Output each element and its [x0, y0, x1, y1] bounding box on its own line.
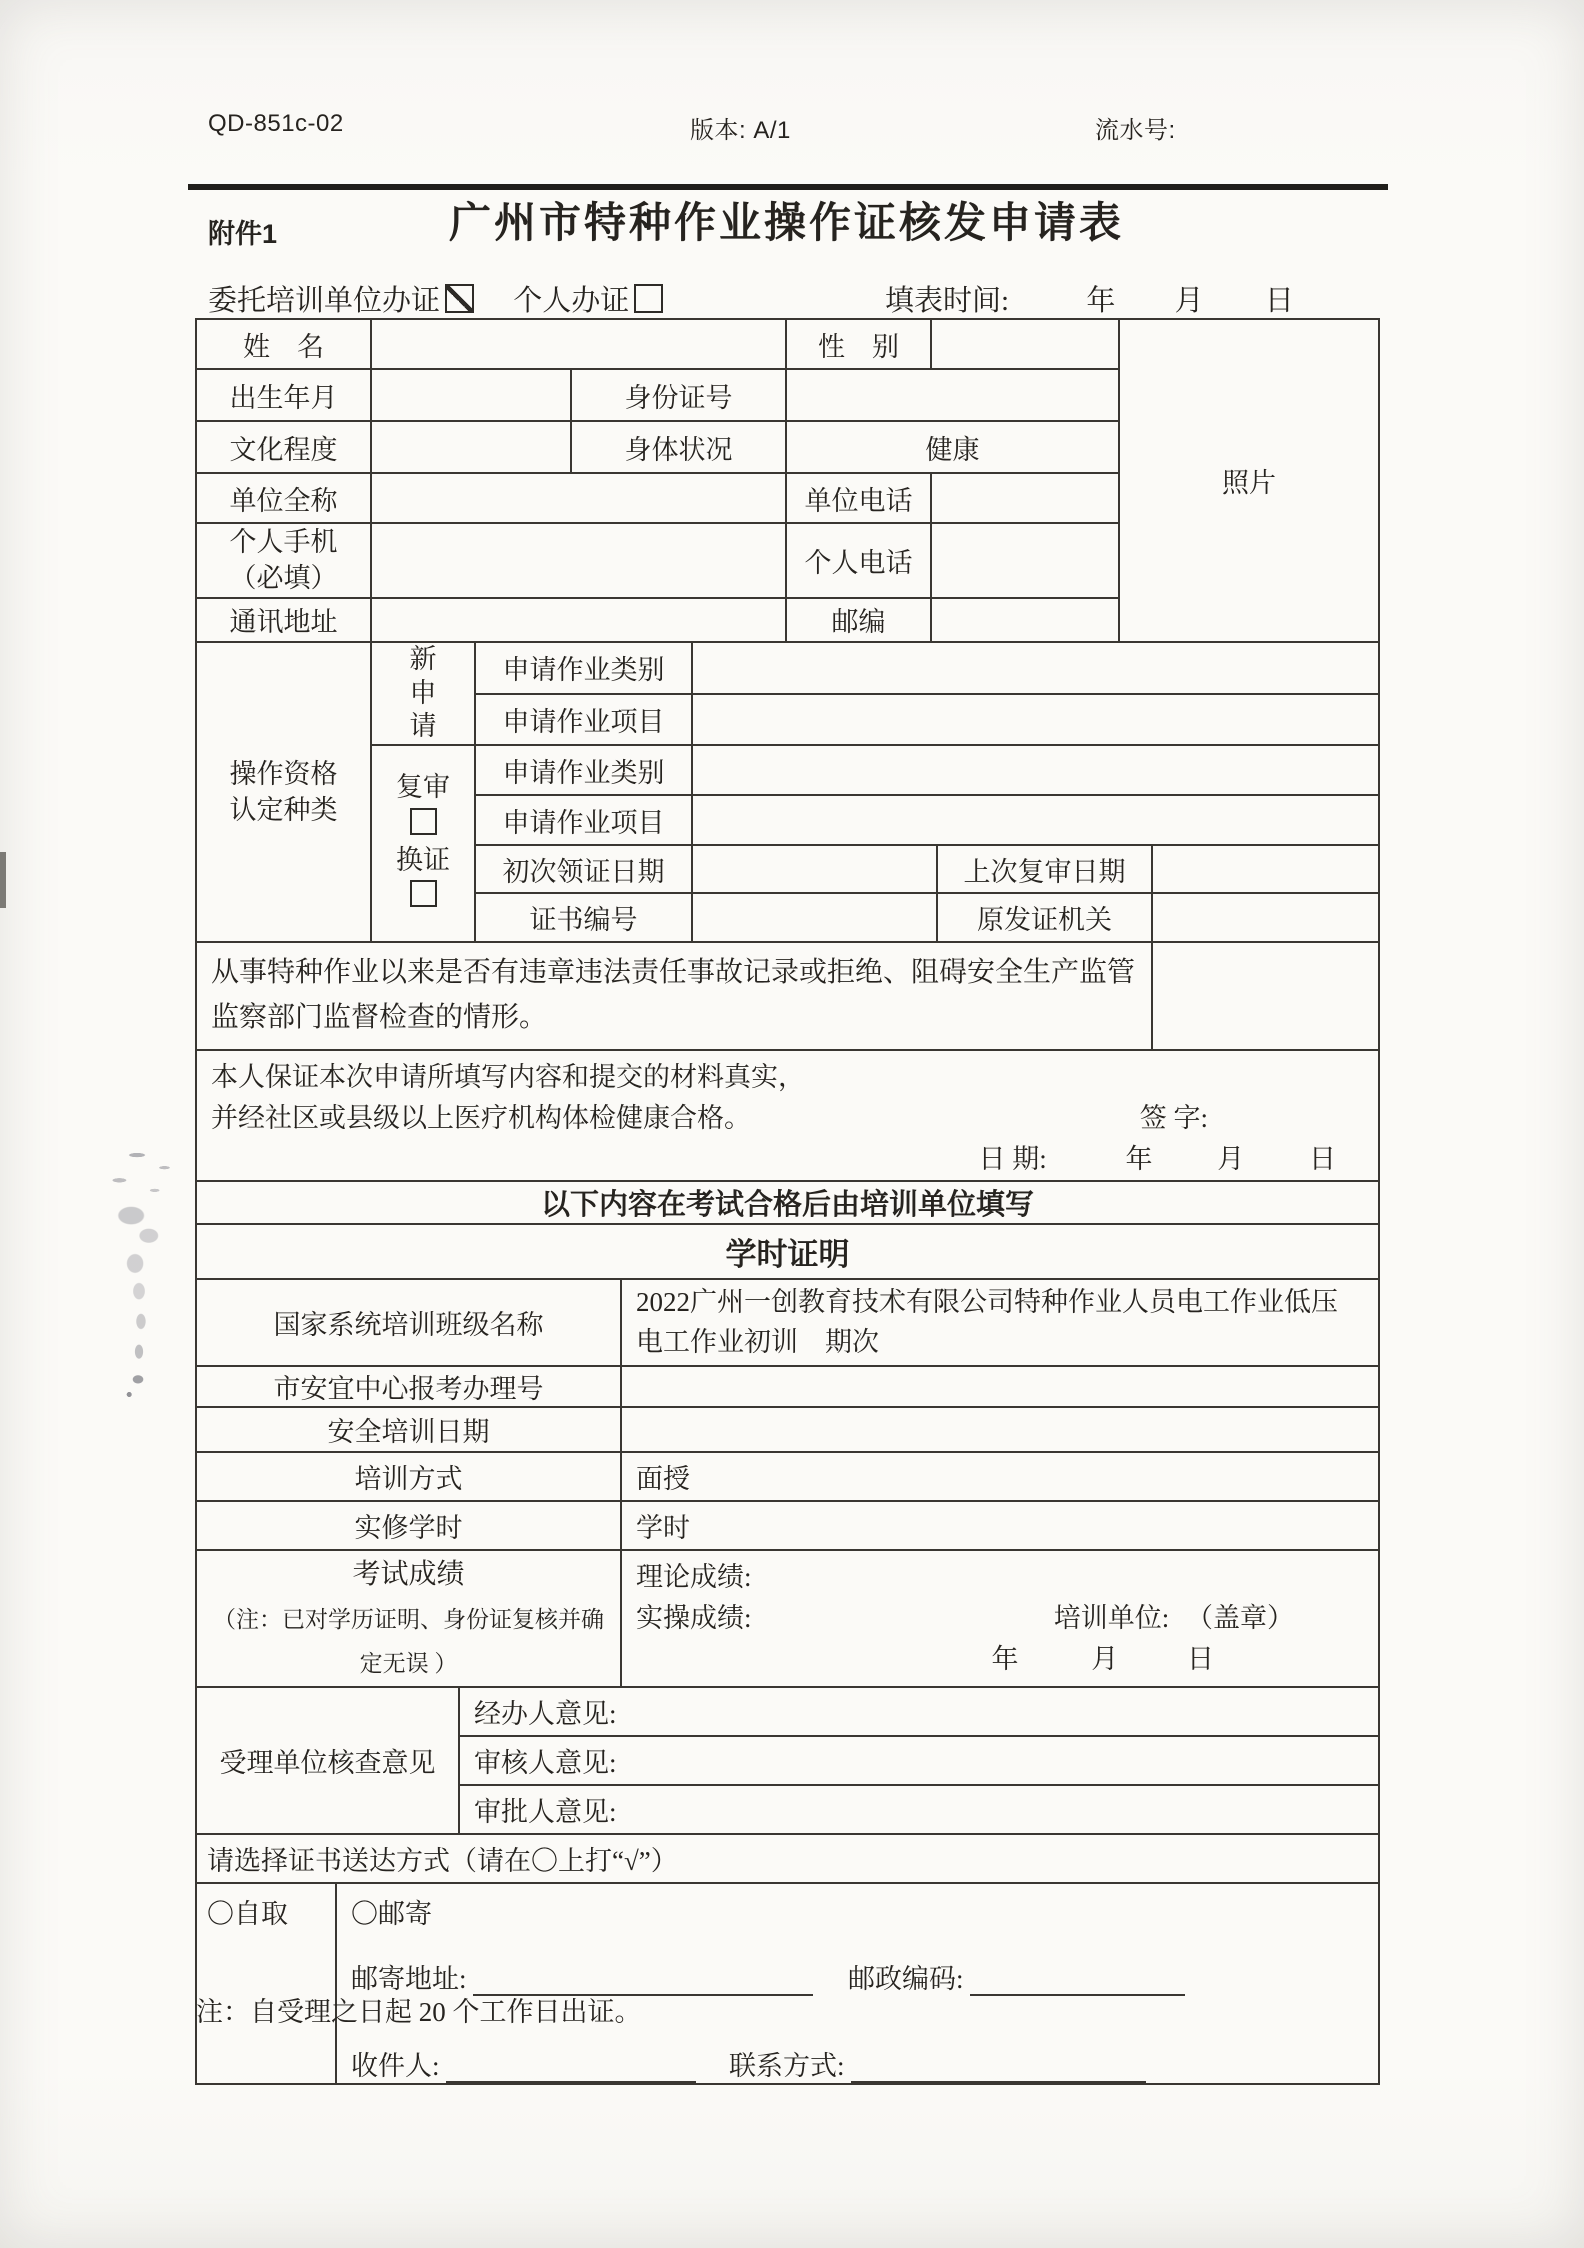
gender-label: 性 别: [786, 319, 931, 369]
approver-opinion-label: 审批人意见:: [459, 1785, 1379, 1834]
mobile-value-cell: [371, 523, 786, 598]
registration-number-label: 市安宜中心报考办理号: [196, 1366, 621, 1407]
training-method-value: 面授: [621, 1452, 1379, 1501]
acceptance-label: 受理单位核查意见: [196, 1687, 459, 1834]
new-apply-label: [371, 642, 475, 745]
qualification-section-line2: 认定种类: [229, 795, 338, 825]
physical-label: 身体状况: [571, 421, 786, 473]
mobile-label-line1: 个人手机: [229, 527, 338, 557]
actual-hours-label: 实修学时: [196, 1501, 621, 1550]
new-item-label: 申请作业项目: [475, 694, 692, 746]
recipient-row: [351, 2044, 1378, 2083]
apply-personal-label: 个人办证: [513, 285, 630, 317]
fill-time-label: 填表时间:: [885, 285, 1010, 317]
apply-personal-checkbox: [634, 284, 663, 313]
first-issue-value-cell: [692, 845, 937, 893]
review-category-value-cell: [692, 745, 1379, 795]
renew-label: 换证: [396, 844, 450, 875]
address-value-cell: [371, 598, 786, 642]
company-tel-value-cell: [931, 473, 1119, 523]
serial-number-label: 流水号:: [1095, 117, 1176, 144]
exam-score-note-line1: （注：已对学历证明、身份证复核并确: [213, 1607, 604, 1633]
signature-label: 签 字:: [1139, 1102, 1208, 1133]
training-date-label: 安全培训日期: [196, 1407, 621, 1452]
first-issue-label: 初次领证日期: [475, 845, 692, 893]
issuer-label: 原发证机关: [937, 893, 1152, 942]
delivery-options-table: [195, 1882, 1380, 2085]
last-review-value-cell: [1152, 845, 1379, 893]
version-label: 版本: A/1: [690, 117, 791, 144]
mail-option-cell: [336, 1883, 1379, 2084]
id-number-label: 身份证号: [571, 369, 786, 421]
fill-time-row: [885, 278, 1294, 319]
mobile-label: [196, 523, 371, 598]
address-label: 通讯地址: [196, 598, 371, 642]
new-category-label: 申请作业类别: [475, 642, 692, 694]
review-checkbox: [410, 808, 437, 835]
zip-value-cell: [931, 598, 1119, 642]
declaration-line1: 本人保证本次申请所填写内容和提交的材料真实，: [211, 1061, 805, 1092]
violation-value-cell: [1152, 942, 1379, 1050]
apply-by-unit-label: 委托培训单位办证: [208, 285, 441, 317]
company-tel-label: 单位电话: [786, 473, 931, 523]
contact-label: 联系方式:: [729, 2050, 845, 2081]
exam-score-label-cell: [196, 1550, 621, 1687]
violation-statement: 从事特种作业以来是否有违章违法责任事故记录或拒绝、阻碍安全生产监管监察部门监督检查的情形。: [196, 942, 1152, 1050]
date-day: 日: [1309, 1143, 1336, 1174]
delivery-instruction: 请选择证书送达方式（请在〇上打“√”）: [196, 1834, 1379, 1883]
review-item-value-cell: [692, 795, 1379, 845]
education-label: 文化程度: [196, 421, 371, 473]
exam-score-value-cell: [621, 1550, 1379, 1687]
new-apply-vertical-text: 新申请: [409, 643, 437, 742]
fill-time-day: 日: [1264, 285, 1294, 317]
qualification-table: [195, 641, 1380, 943]
declaration-line2: 并经社区或县级以上医疗机构体检健康合格。: [211, 1102, 751, 1133]
footnote: 注：自受理之日起 20 个工作日出证。: [196, 1997, 642, 2027]
new-category-value-cell: [692, 642, 1379, 694]
fill-time-month: 月: [1174, 285, 1204, 317]
self-pickup-option: 〇自取: [196, 1883, 336, 2084]
registration-number-value-cell: [621, 1366, 1379, 1407]
hours-title-table: [195, 1223, 1380, 1280]
training-day: 日: [1187, 1643, 1214, 1674]
training-unit-label: 培训单位:: [1053, 1602, 1170, 1633]
name-value-cell: [371, 319, 786, 369]
review-category-label: 申请作业类别: [475, 745, 692, 795]
name-label: 姓 名: [196, 319, 371, 369]
violation-table: [195, 941, 1380, 1051]
date-month: 月: [1217, 1143, 1245, 1174]
training-unit-label-group: [1054, 1598, 1294, 1639]
review-label: 复审: [396, 772, 450, 803]
practice-score-label: 实操成绩:: [636, 1602, 752, 1633]
personal-tel-label: 个人电话: [786, 523, 931, 598]
hours-certificate-title: 学时证明: [196, 1224, 1379, 1279]
apply-type-row: [208, 278, 663, 319]
exam-score-label: 考试成绩: [352, 1558, 465, 1590]
personal-tel-value-cell: [931, 523, 1119, 598]
date-year: 年: [1125, 1143, 1153, 1174]
training-year: 年: [991, 1643, 1019, 1674]
theory-score-label: 理论成绩:: [636, 1561, 752, 1592]
company-label: 单位全称: [196, 473, 371, 523]
company-value-cell: [371, 473, 786, 523]
date-label: 日 期:: [978, 1143, 1047, 1174]
fill-time-year: 年: [1086, 285, 1116, 317]
new-item-value-cell: [692, 694, 1379, 746]
birth-value-cell: [371, 369, 571, 421]
birth-label: 出生年月: [196, 369, 371, 421]
training-month: 月: [1091, 1643, 1119, 1674]
page-title: 广州市特种作业操作证核发申请表: [448, 199, 1124, 246]
exam-score-note-line2: 定无误 ）: [359, 1651, 458, 1677]
physical-value: 健康: [786, 421, 1119, 473]
class-name-value-line2: 电工作业初训 期次: [636, 1327, 879, 1358]
recipient-label: 收件人:: [351, 2050, 440, 2081]
renew-checkbox: [410, 880, 437, 907]
training-section-note-table: [195, 1180, 1380, 1225]
declaration-cell: [196, 1050, 1379, 1181]
last-review-label: 上次复审日期: [937, 845, 1152, 893]
actual-hours-value: 学时: [621, 1501, 1379, 1550]
personal-info-table: [195, 318, 1380, 643]
training-date-signature-row: [636, 1639, 1364, 1680]
qualification-section-label: [196, 642, 371, 942]
mail-option: 〇邮寄: [351, 1898, 432, 1929]
recipient-blank-line: [446, 2049, 696, 2083]
acceptance-table: [195, 1686, 1380, 1835]
id-number-value-cell: [786, 369, 1119, 421]
review-renew-label: [371, 745, 475, 942]
zip-code-label: 邮政编码:: [848, 1963, 964, 1994]
training-table: [195, 1278, 1380, 1688]
zip-label: 邮编: [786, 598, 931, 642]
training-method-label: 培训方式: [196, 1452, 621, 1501]
cert-number-label: 证书编号: [475, 893, 692, 942]
cert-number-value-cell: [692, 893, 937, 942]
reviewer-opinion-label: 审核人意见:: [459, 1736, 1379, 1785]
photo-cell: 照片: [1119, 319, 1379, 642]
issuer-value-cell: [1152, 893, 1379, 942]
handler-opinion-label: 经办人意见:: [459, 1687, 1379, 1736]
zip-code-blank-line: [970, 1962, 1185, 1996]
seal-label: （盖章）: [1186, 1602, 1294, 1633]
delivery-instruction-table: [195, 1833, 1380, 1884]
training-date-value-cell: [621, 1407, 1379, 1452]
qualification-section-line1: 操作资格: [229, 758, 338, 789]
training-section-note: 以下内容在考试合格后由培训单位填写: [196, 1181, 1379, 1224]
review-item-label: 申请作业项目: [475, 795, 692, 845]
scan-edge-mark: [0, 852, 6, 908]
scan-smudge-artifact: [90, 1145, 188, 1397]
contact-blank-line: [851, 2049, 1146, 2083]
class-name-value-line1: 2022广州一创教育技术有限公司特种作业人员电工作业低压: [636, 1286, 1338, 1317]
gender-value-cell: [931, 319, 1119, 369]
application-form: [195, 318, 1378, 2085]
form-code: QD-851c-02: [208, 110, 344, 137]
apply-by-unit-checkbox-checked: [445, 284, 474, 313]
class-name-label: 国家系统培训班级名称: [196, 1279, 621, 1366]
declaration-date-row: [211, 1139, 1378, 1180]
education-value-cell: [371, 421, 571, 473]
attachment-label: 附件1: [208, 219, 278, 249]
mobile-label-line2: （必填）: [229, 563, 338, 594]
declaration-table: [195, 1049, 1380, 1182]
mail-address-label: 邮寄地址:: [351, 1963, 467, 1994]
class-name-value: [621, 1279, 1379, 1366]
